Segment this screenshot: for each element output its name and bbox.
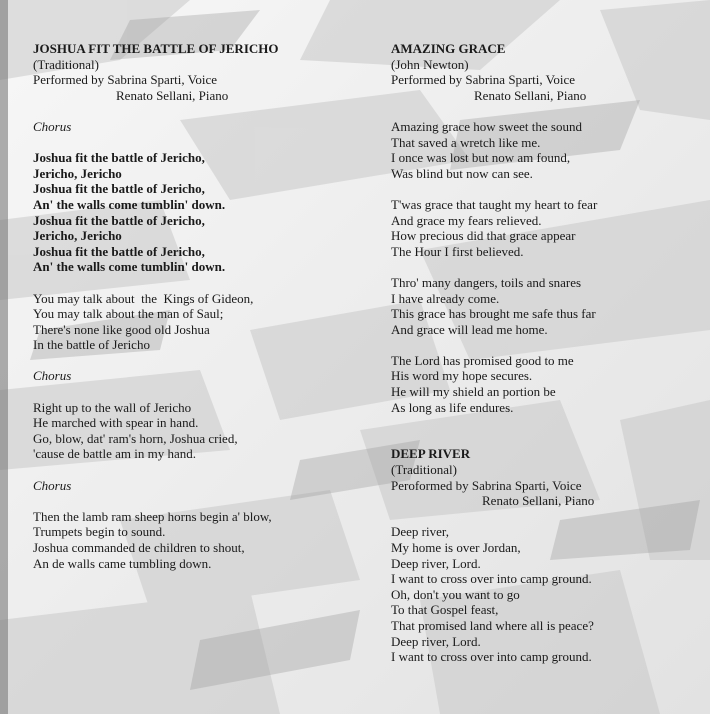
- lyric-line: Trumpets begin to sound.: [33, 524, 166, 540]
- lyric-line: Oh, don't you want to go: [391, 586, 520, 602]
- lyric-line: To that Gospel feast,: [391, 602, 499, 618]
- lyric-line: Go, blow, dat' ram's horn, Joshua cried,: [33, 430, 238, 446]
- song-title: DEEP RIVER: [391, 446, 471, 462]
- lyric-line: He marched with spear in hand.: [33, 415, 199, 431]
- performer-line: Peroformed by Sabrina Sparti, Voice: [391, 477, 582, 493]
- lyric-line: I have already come.: [391, 290, 500, 306]
- lyric-line: I want to cross over into camp ground.: [391, 571, 592, 587]
- lyric-line: I want to cross over into camp ground.: [391, 649, 592, 665]
- lyric-line: My home is over Jordan,: [391, 540, 521, 555]
- lyric-line: An' the walls come tumblin' down.: [33, 196, 226, 212]
- lyric-line: How precious did that grace appear: [391, 228, 576, 244]
- lyric-line: Jericho, Jericho: [33, 165, 122, 181]
- lyric-line: He will my shield an portion be: [391, 384, 556, 400]
- lyric-line: There's none like good old Joshua: [33, 321, 210, 337]
- song-amazing-grace-column: [391, 41, 701, 665]
- song-source: (John Newton): [391, 56, 469, 72]
- performer-line: Performed by Sabrina Sparti, Voice: [33, 72, 218, 88]
- lyric-line: Then the lamb ram sheep horns begin a' blow,: [33, 508, 272, 524]
- performer-line: Renato Sellani, Piano: [116, 87, 229, 103]
- song-joshua-column: [33, 41, 353, 571]
- song-title: AMAZING GRACE: [391, 41, 506, 56]
- lyric-line: Amazing grace how sweet the sound: [391, 118, 582, 134]
- lyric-line: Joshua fit the battle of Jericho,: [33, 243, 205, 259]
- lyric-line: That promised land where all is peace?: [391, 617, 594, 633]
- lyric-line: In the battle of Jericho: [33, 337, 150, 353]
- lyric-line: 'cause de battle am in my hand.: [33, 446, 196, 462]
- lyric-line: Deep river,: [391, 524, 449, 540]
- lyric-line: This grace has brought me safe thus far: [391, 306, 596, 322]
- lyric-line: An de walls came tumbling down.: [33, 555, 212, 571]
- lyric-line: Deep river, Lord.: [391, 633, 481, 649]
- lyric-line: Right up to the wall of Jericho: [33, 399, 192, 415]
- lyric-line: T'was grace that taught my heart to fear: [391, 196, 598, 212]
- song-title: JOSHUA FIT THE BATTLE OF JERICHO: [33, 41, 279, 56]
- chorus-label: Chorus: [33, 368, 72, 384]
- performer-line: Renato Sellani, Piano: [482, 493, 595, 509]
- lyric-line: And grace my fears relieved.: [391, 212, 542, 228]
- performer-line: Renato Sellani, Piano: [474, 87, 587, 103]
- lyric-line: Joshua fit the battle of Jericho,: [33, 212, 205, 228]
- lyric-line: That saved a wretch like me.: [391, 134, 541, 150]
- lyric-line: You may talk about the Kings of Gideon,: [33, 290, 254, 306]
- lyric-line: The Hour I first believed.: [391, 243, 524, 259]
- chorus-label: Chorus: [33, 477, 72, 493]
- lyric-line: Was blind but now can see.: [391, 165, 533, 181]
- lyric-line: The Lord has promised good to me: [391, 352, 574, 368]
- lyric-line: His word my hope secures.: [391, 368, 533, 384]
- lyric-line: Jericho, Jericho: [33, 228, 122, 244]
- lyric-line: Joshua fit the battle of Jericho,: [33, 181, 205, 197]
- performer-line: Performed by Sabrina Sparti, Voice: [391, 72, 576, 88]
- lyric-line: As long as life endures.: [391, 399, 514, 415]
- chorus-label: Chorus: [33, 118, 72, 134]
- lyric-line: Joshua fit the battle of Jericho,: [33, 150, 205, 166]
- lyric-line: Joshua commanded de children to shout,: [33, 540, 245, 555]
- lyric-line: I once was lost but now am found,: [391, 150, 571, 166]
- song-source: (Traditional): [33, 56, 99, 72]
- lyric-line: An' the walls come tumblin' down.: [33, 259, 226, 275]
- lyric-line: You may talk about the man of Saul;: [33, 306, 224, 322]
- lyric-line: Deep river, Lord.: [391, 555, 481, 571]
- song-source: (Traditional): [391, 462, 457, 478]
- lyric-line: And grace will lead me home.: [391, 321, 548, 337]
- lyric-line: Thro' many dangers, toils and snares: [391, 274, 582, 290]
